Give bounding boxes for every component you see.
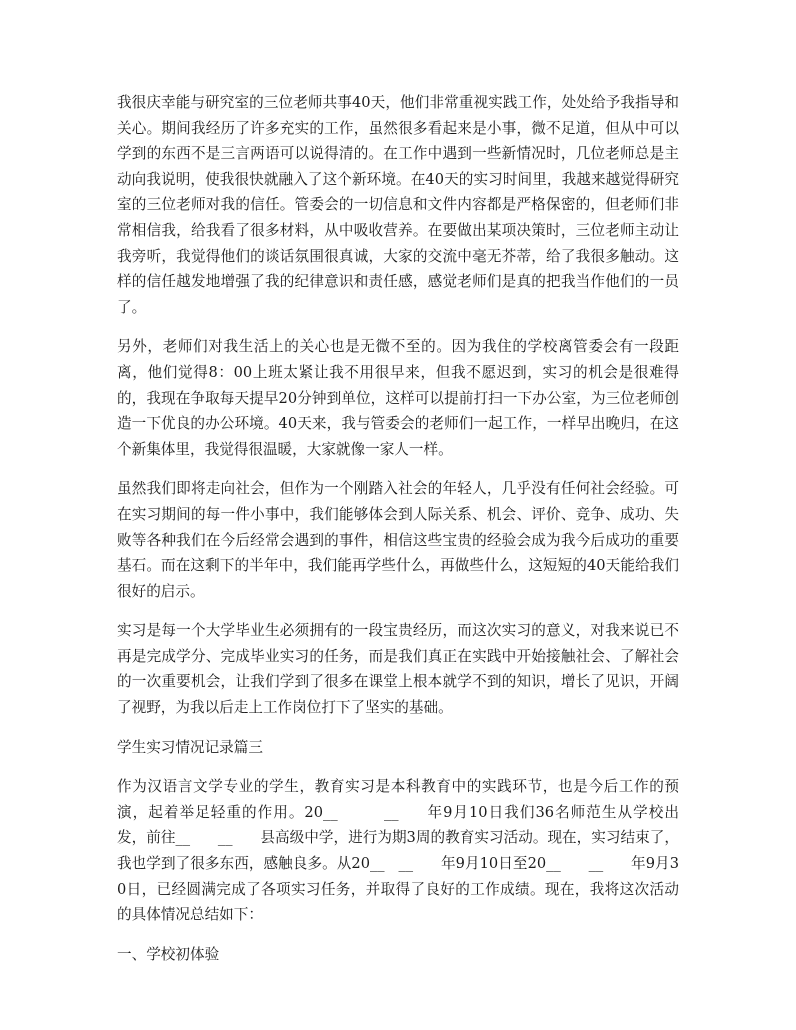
subsection-title: 一、学校初体验 — [117, 945, 220, 963]
section-title: 学生实习情况记录篇三 — [117, 738, 263, 756]
paragraph-teaching-internship — [117, 774, 679, 928]
paragraph-colleagues-trust: 我很庆幸能与研究室的三位老师共事40天，他们非常重视实践工作，处处给予我指导和关心。期间我经历了许多充实的工作，虽然很多看起来是小事，微不足道，但从中可以学到的东西不是三言两语可以说得清的。在工作中遇到一些新情况时，几位老师总是主动向我说明，使我很快就融入了这个新环境。在40天的实习时间里，我越来越觉得研究室的三位老师对我的信任。管委会的一切信息和文件内容都是严格保密的，但老师们非常相信我，给我看了很多材料，从中吸收营养。在要做出某项决策时，三位老师主动让我旁听，我觉得他们的谈话氛围很真诚，大家的交流中毫无芥蒂，给了我很多触动。这样的信任越发地增强了我的纪律意识和责任感，感觉老师们是真的把我当作他们的一员了。 — [117, 94, 679, 316]
paragraph-life-care: 另外，老师们对我生活上的关心也是无微不至的。因为我住的学校离管委会有一段距离，他们觉得8：00上班太紧让我不用很早来，但我不愿迟到，实习的机会是很难得的，我现在争取每天提早20分钟到单位，这样可以提前打扫一下办公室，为三位老师创造一下优良的办公环境。40天来，我与管委会的老师们一起工作，一样早出晚归，在这个新集体里，我觉得很温暖，大家就像一家人一样。 — [117, 338, 679, 458]
fill-blank: __ __ — [546, 855, 631, 873]
paragraph-internship-meaning: 实习是每一个大学毕业生必须拥有的一段宝贵经历，而这次实习的意义，对我来说已不再是完成学分、完成毕业实习的任务，而是我们真正在实践中开始接触社会、了解社会的一次重要机会，让我们学到了很多在课堂上根本就学不到的知识，增长了见识，开阔了视野，为我以后走上工作岗位打下了坚实的基础。 — [117, 622, 679, 717]
fill-blank: __ __ — [369, 855, 441, 873]
document-page — [117, 90, 679, 981]
text-segment: 年9月10日至20 — [440, 855, 547, 873]
fill-blank: __ __ — [175, 829, 261, 847]
text-segment: 年9月30日，已经圆满完成了各项实习任务，并取得了良好的工作成绩。现在，我将这次活动的具体情况总结如下： — [117, 855, 679, 924]
fill-blank: __ __ — [323, 803, 427, 821]
text-segment: 县高级中学，进行为期3周的教育实习活动。现在，实习结束了，我也学到了很多东西，感触良多。从20 — [117, 829, 679, 873]
paragraph-social-experience: 虽然我们即将走向社会，但作为一个刚踏入社会的年轻人，几乎没有任何社会经验。可在实习期间的每一件小事中，我们能够体会到人际关系、机会、评价、竞争、成功、失败等各种我们在今后经常会遇到的事件，相信这些宝贵的经验会成为我今后成功的重要基石。而在这剩下的半年中，我们能再学些什么，再做些什么，这短短的40天能给我们很好的启示。 — [117, 480, 679, 600]
text-segment: 年9月10日我们36名师范生从学校出发，前往 — [117, 803, 679, 847]
text-segment: 作为汉语言文学专业的学生，教育实习是本科教育中的实践环节，也是今后工作的预演，起着举足轻重的作用。20 — [117, 778, 679, 821]
